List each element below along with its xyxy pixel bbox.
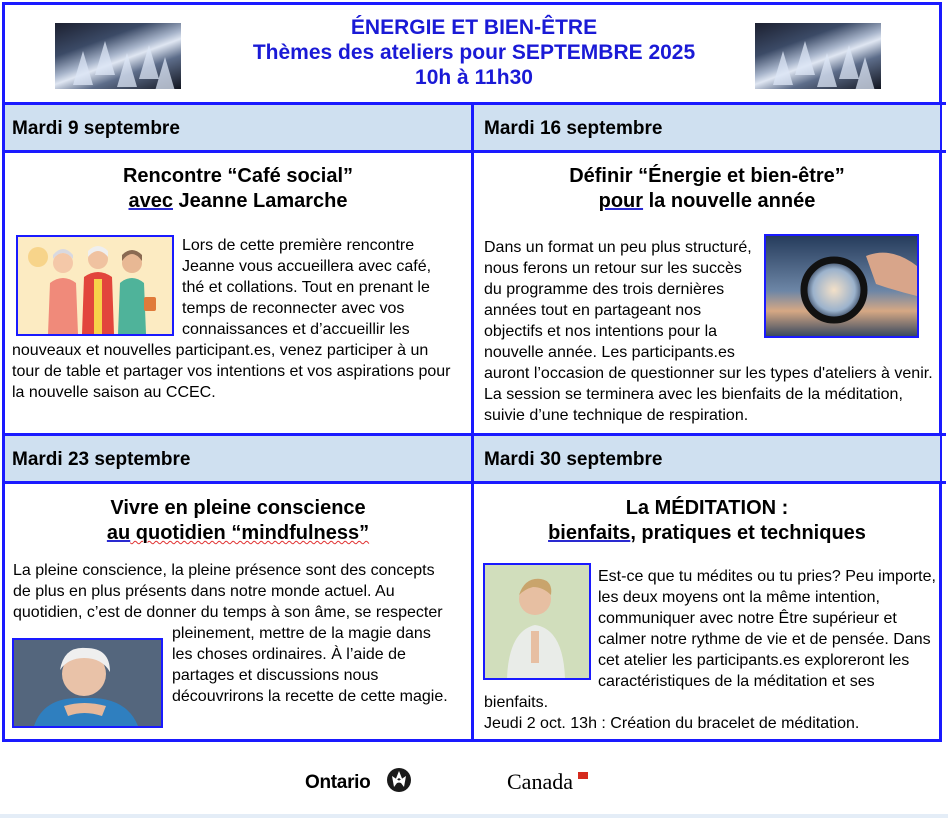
sponsor-footer [0, 745, 948, 818]
trillium-icon [386, 767, 412, 793]
session-description: Est-ce que tu médites ou tu pries? Peu importe, les deux moyens ont la même intention, communiquer avec notre Être supérieur et calmer notre rythme de vie et de pensée. Dans cet atelier les participants.es exploreront les caractéristiques de la méditation et ses bienfaits. Jeudi 2 oct. 13h : Création du bracelet de méditation. [484, 566, 938, 734]
header-line-2: Thèmes des ateliers pour SEPTEMBRE 2025 [252, 41, 696, 64]
ontario-logo-text: Ontario [305, 772, 371, 793]
canada-flag-icon [578, 772, 588, 779]
session-description: Lors de cette première rencontre Jeanne vous accueillera avec café, thé et collations. Tout en prenant le temps de reconnecter avec vos connaissances et d’accueillir les nouveaux et nouvelles participant.es, venez participer à un tour de table et partager vos intentions et vos aspirations pour la nouvelle saison au CCEC. [12, 237, 451, 401]
session-description: Dans un format un peu plus structuré, nous ferons un retour sur les succès du programme des trois dernières années tout en partageant nos objectifs et nos intentions pour la nouvelle année. Les participants.es auront l’occasion de questionner sur les types d'ateliers à venir. La session se terminera avec les bienfaits de la méditation, suivie d’une technique de respiration. [484, 239, 933, 424]
session-date: Mardi 16 septembre [484, 118, 663, 139]
canada-wordmark: Canada [507, 769, 573, 794]
session-title: Rencontre “Café social” avec Jeanne Lamarche [122, 165, 354, 212]
grid-line [2, 150, 946, 153]
extra-event-note: Jeudi 2 oct. 13h : Création du bracelet de méditation. [484, 715, 860, 732]
session-title: Définir “Énergie et bien-être” pour la nouvelle année [569, 165, 845, 212]
header-line-1: ÉNERGIE ET BIEN-ÊTRE [350, 16, 598, 39]
session-title: La MÉDITATION : bienfaits, pratiques et techniques [548, 497, 866, 544]
session-description: La pleine conscience, la pleine présence sont des concepts de plus en plus présents dans notre monde actuel. Au quotidien, c’est de donner du temps à son âme, se respecter pleinement, mettre de la magie dans les choses ordinaires. À l’aide de partages et discussions nous découvrirons la recette de cette magie. [13, 562, 448, 705]
session-title: Vivre en pleine conscience au quotidien “mindfulness” [106, 497, 370, 544]
header-line-3: 10h à 11h30 [415, 66, 533, 89]
session-date: Mardi 23 septembre [12, 449, 191, 470]
crystal-image-right [755, 23, 881, 89]
session-date: Mardi 9 septembre [12, 118, 180, 139]
flyer-header [5, 5, 943, 102]
footer-strip [0, 814, 948, 818]
session-date: Mardi 30 septembre [484, 449, 663, 470]
grid-line [2, 481, 946, 484]
